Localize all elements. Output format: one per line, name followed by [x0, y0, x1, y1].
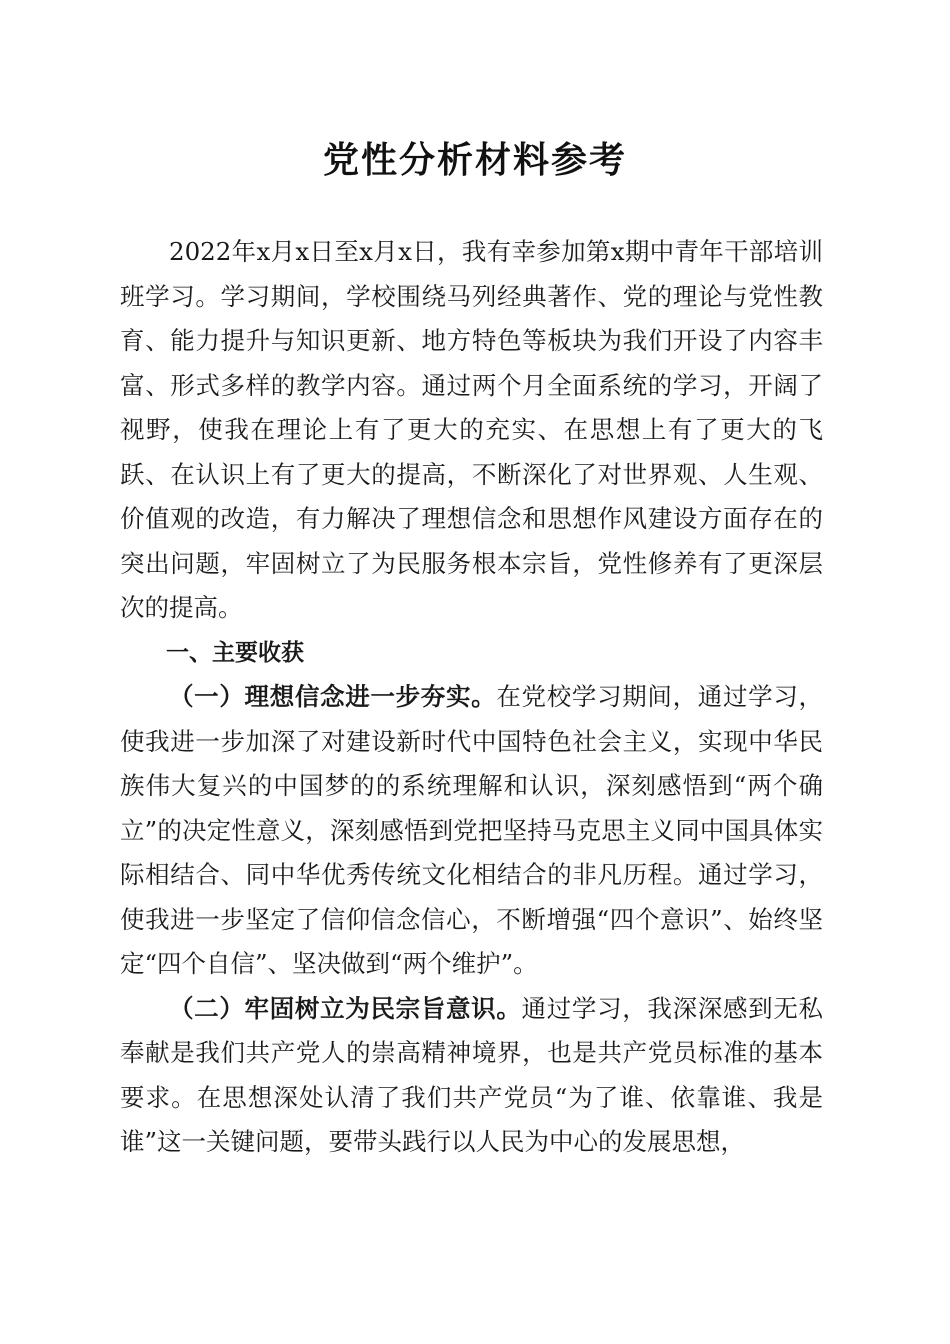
paragraph-ideals-faith [120, 675, 823, 987]
paragraph-serve-people [120, 987, 823, 1165]
section-heading-main-gains: 一、主要收获 [166, 639, 304, 666]
intro-paragraph: 2022年x月x日至x月x日，我有幸参加第x期中青年干部培训班学习。学习期间，学校围绕马列经典著作、党的理论与党性教育、能力提升与知识更新、地方特色等板块为我们开设了内容丰富、形式多样的教学内容。通过两个月全面系统的学习，开阔了视野，使我在理论上有了更大的充实、在思想上有了更大的飞跃、在认识上有了更大的提高，不断深化了对世界观、人生观、价值观的改造，有力解决了理想信念和思想作风建设方面存在的突出问题，牢固树立了为民服务根本宗旨，党性修养有了更深层次的提高。 [120, 237, 823, 622]
document-body [120, 230, 823, 1165]
paragraph-text-ideals-faith: 在党校学习期间，通过学习，使我进一步加深了对建设新时代中国特色社会主义，实现中华民族伟大复兴的中国梦的的系统理解和认识，深刻感悟到“两个确立”的决定性意义，深刻感悟到党把坚持马克思主义同中国具体实际相结合、同中华优秀传统文化相结合的非凡历程。通过学习，使我进一步坚定了信仰信念信心，不断增强“四个意识”、始终坚定“四个自信”、坚决做到“两个维护”。 [120, 682, 824, 978]
paragraph-text-serve-people: 通过学习，我深深感到无私奉献是我们共产党人的崇高精神境界，也是共产党员标准的基本要求。在思想深处认清了我们共产党员“为了谁、依靠谁、我是谁”这一关键问题，要带头践行以人民为中心的发展思想， [120, 993, 824, 1156]
paragraph-lead-serve-people: （二）牢固树立为民宗旨意识。 [169, 993, 522, 1023]
document-title: 党性分析材料参考 [322, 139, 627, 181]
paragraph-lead-ideals-faith: （一）理想信念进一步夯实。 [169, 682, 497, 711]
